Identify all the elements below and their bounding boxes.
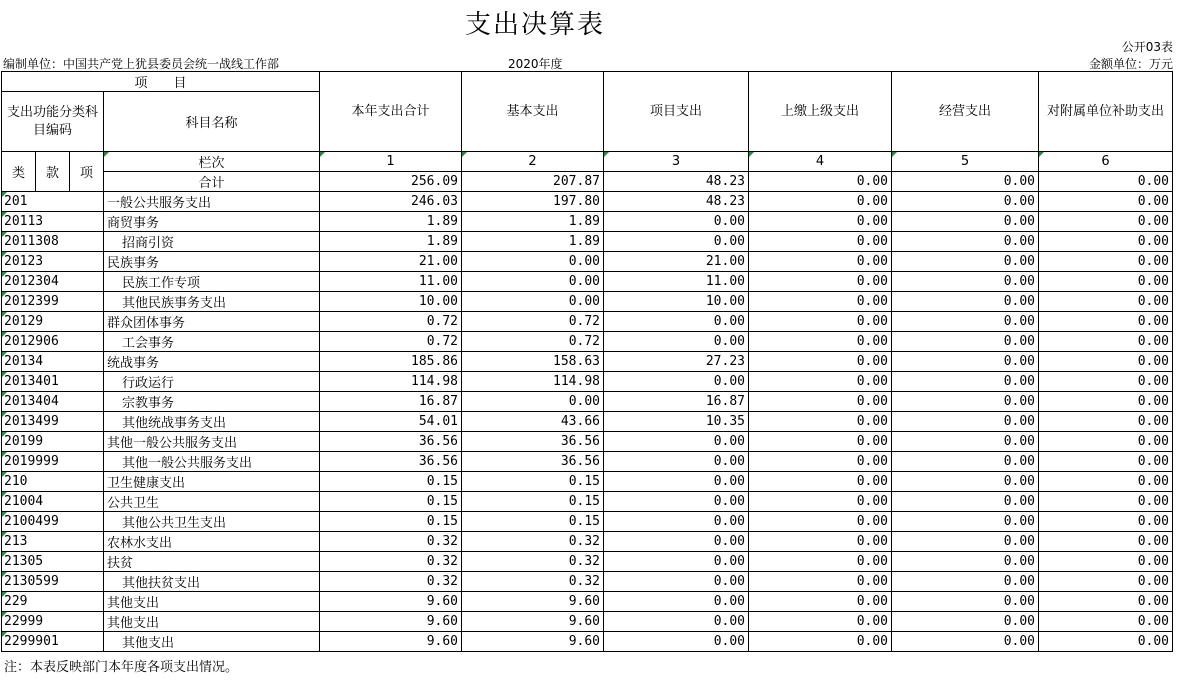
row-value: 0.00 xyxy=(892,332,1039,352)
table-row xyxy=(2,432,1173,452)
row-code: 2012304 xyxy=(2,272,104,292)
row-value: 9.60 xyxy=(320,632,462,652)
row-value: 0.00 xyxy=(604,572,749,592)
row-value: 0.00 xyxy=(604,612,749,632)
row-value: 0.00 xyxy=(604,432,749,452)
row-value: 36.56 xyxy=(320,452,462,472)
col-number-6: 6 xyxy=(1039,152,1173,172)
row-value: 0.00 xyxy=(462,272,604,292)
total-cell: 48.23 xyxy=(604,172,749,192)
code-header: 支出功能分类科目编码 xyxy=(2,92,104,152)
row-name: 招商引资 xyxy=(104,232,320,252)
table-row xyxy=(2,552,1173,572)
row-value: 0.00 xyxy=(1039,492,1173,512)
row-value: 0.00 xyxy=(1039,432,1173,452)
row-value: 0.00 xyxy=(892,572,1039,592)
row-value: 1.89 xyxy=(320,212,462,232)
row-name: 公共卫生 xyxy=(104,492,320,512)
header-row-1 xyxy=(2,72,1173,92)
row-value: 36.56 xyxy=(320,432,462,452)
row-value: 0.00 xyxy=(1039,292,1173,312)
row-value: 48.23 xyxy=(604,192,749,212)
row-value: 16.87 xyxy=(604,392,749,412)
table-row xyxy=(2,352,1173,372)
row-value: 0.32 xyxy=(320,552,462,572)
row-value: 0.00 xyxy=(892,532,1039,552)
row-value: 0.00 xyxy=(749,572,892,592)
row-value: 9.60 xyxy=(320,612,462,632)
total-row xyxy=(2,172,1173,192)
row-name: 工会事务 xyxy=(104,332,320,352)
table-row xyxy=(2,232,1173,252)
row-value: 0.15 xyxy=(320,492,462,512)
item-header: 项 目 xyxy=(2,72,320,92)
row-value: 10.00 xyxy=(604,292,749,312)
report-title: 支出决算表 xyxy=(464,10,605,40)
row-value: 0.72 xyxy=(320,332,462,352)
row-value: 0.72 xyxy=(462,312,604,332)
table-row xyxy=(2,512,1173,532)
row-name: 一般公共服务支出 xyxy=(104,192,320,212)
table-row xyxy=(2,212,1173,232)
row-value: 0.00 xyxy=(892,552,1039,572)
col-number-5: 5 xyxy=(892,152,1039,172)
row-value: 0.00 xyxy=(1039,512,1173,532)
row-value: 0.00 xyxy=(749,232,892,252)
row-name: 其他扶贫支出 xyxy=(104,572,320,592)
row-value: 0.00 xyxy=(604,332,749,352)
total-cell: 0.00 xyxy=(749,172,892,192)
row-value: 0.00 xyxy=(892,632,1039,652)
row-code: 2013499 xyxy=(2,412,104,432)
fiscal-year: 2020年度 xyxy=(508,57,563,71)
row-value: 0.00 xyxy=(604,532,749,552)
row-code: 2013404 xyxy=(2,392,104,412)
row-value: 0.00 xyxy=(1039,352,1173,372)
row-value: 0.00 xyxy=(604,312,749,332)
kuan-header: 款 xyxy=(36,152,70,192)
row-code: 20129 xyxy=(2,312,104,332)
row-name: 宗教事务 xyxy=(104,392,320,412)
xiang-header: 项 xyxy=(70,152,104,192)
row-value: 0.32 xyxy=(320,532,462,552)
row-value: 0.00 xyxy=(1039,412,1173,432)
row-code: 2100499 xyxy=(2,512,104,532)
row-value: 0.00 xyxy=(892,252,1039,272)
row-value: 0.00 xyxy=(1039,452,1173,472)
row-value: 0.32 xyxy=(462,532,604,552)
row-value: 0.00 xyxy=(749,332,892,352)
row-value: 0.00 xyxy=(749,372,892,392)
row-code: 20199 xyxy=(2,432,104,452)
row-value: 0.00 xyxy=(749,212,892,232)
row-value: 0.00 xyxy=(604,452,749,472)
row-value: 0.15 xyxy=(320,472,462,492)
row-value: 0.00 xyxy=(604,632,749,652)
row-value: 0.00 xyxy=(892,392,1039,412)
row-name: 卫生健康支出 xyxy=(104,472,320,492)
row-value: 54.01 xyxy=(320,412,462,432)
row-value: 0.15 xyxy=(462,472,604,492)
row-value: 0.00 xyxy=(892,412,1039,432)
col-number-2: 2 xyxy=(462,152,604,172)
row-name: 农林水支出 xyxy=(104,532,320,552)
row-name: 商贸事务 xyxy=(104,212,320,232)
row-value: 0.00 xyxy=(892,512,1039,532)
row-value: 0.00 xyxy=(604,472,749,492)
row-code: 22999 xyxy=(2,612,104,632)
row-name: 其他支出 xyxy=(104,592,320,612)
row-name: 其他支出 xyxy=(104,632,320,652)
col-header-6: 对附属单位补助支出 xyxy=(1039,72,1173,152)
row-code: 20113 xyxy=(2,212,104,232)
row-value: 0.00 xyxy=(604,592,749,612)
table-row xyxy=(2,632,1173,652)
row-value: 0.00 xyxy=(892,592,1039,612)
row-code: 210 xyxy=(2,472,104,492)
row-value: 0.00 xyxy=(749,292,892,312)
total-cell: 0.00 xyxy=(1039,172,1173,192)
row-code: 2012906 xyxy=(2,332,104,352)
table-row xyxy=(2,572,1173,592)
row-value: 0.00 xyxy=(604,512,749,532)
row-value: 0.00 xyxy=(892,372,1039,392)
row-value: 0.00 xyxy=(892,472,1039,492)
row-value: 9.60 xyxy=(462,612,604,632)
total-label: 合计 xyxy=(104,172,320,192)
table-note: 注：本表反映部门本年度各项支出情况。 xyxy=(4,660,239,675)
row-value: 0.00 xyxy=(749,312,892,332)
row-value: 246.03 xyxy=(320,192,462,212)
row-value: 0.00 xyxy=(1039,472,1173,492)
table-row xyxy=(2,312,1173,332)
row-value: 0.32 xyxy=(462,572,604,592)
row-value: 114.98 xyxy=(462,372,604,392)
row-name: 群众团体事务 xyxy=(104,312,320,332)
row-name: 扶贫 xyxy=(104,552,320,572)
row-value: 0.00 xyxy=(604,232,749,252)
table-row xyxy=(2,292,1173,312)
col-header-5: 经营支出 xyxy=(892,72,1039,152)
row-name: 其他支出 xyxy=(104,612,320,632)
row-value: 9.60 xyxy=(320,592,462,612)
row-value: 1.89 xyxy=(462,232,604,252)
row-value: 0.00 xyxy=(749,412,892,432)
row-value: 158.63 xyxy=(462,352,604,372)
row-value: 1.89 xyxy=(320,232,462,252)
row-value: 9.60 xyxy=(462,592,604,612)
row-code: 21305 xyxy=(2,552,104,572)
row-value: 10.00 xyxy=(320,292,462,312)
row-value: 0.00 xyxy=(1039,252,1173,272)
row-value: 0.00 xyxy=(604,552,749,572)
total-cell: 0.00 xyxy=(892,172,1039,192)
row-value: 0.00 xyxy=(749,612,892,632)
expenditure-table xyxy=(1,71,1173,652)
table-row xyxy=(2,472,1173,492)
row-value: 0.00 xyxy=(892,212,1039,232)
row-code: 201 xyxy=(2,192,104,212)
row-value: 27.23 xyxy=(604,352,749,372)
row-name: 民族工作专项 xyxy=(104,272,320,292)
row-value: 0.00 xyxy=(892,492,1039,512)
row-value: 0.00 xyxy=(1039,532,1173,552)
row-value: 0.00 xyxy=(892,192,1039,212)
name-header: 科目名称 xyxy=(104,92,320,152)
row-code: 21004 xyxy=(2,492,104,512)
row-value: 0.00 xyxy=(1039,612,1173,632)
row-value: 0.00 xyxy=(462,392,604,412)
row-value: 0.00 xyxy=(1039,272,1173,292)
row-value: 0.00 xyxy=(749,272,892,292)
row-value: 0.00 xyxy=(892,272,1039,292)
table-row xyxy=(2,592,1173,612)
row-code: 213 xyxy=(2,532,104,552)
col-header-1: 本年支出合计 xyxy=(320,72,462,152)
row-value: 0.72 xyxy=(320,312,462,332)
row-value: 0.00 xyxy=(462,292,604,312)
row-value: 0.00 xyxy=(1039,212,1173,232)
col-number-3: 3 xyxy=(604,152,749,172)
row-value: 0.00 xyxy=(604,492,749,512)
form-number: 公开03表 xyxy=(1121,40,1173,54)
row-value: 0.00 xyxy=(1039,332,1173,352)
col-header-2: 基本支出 xyxy=(462,72,604,152)
row-value: 0.32 xyxy=(462,552,604,572)
row-code: 2013401 xyxy=(2,372,104,392)
row-value: 0.00 xyxy=(749,472,892,492)
row-code: 2012399 xyxy=(2,292,104,312)
row-value: 197.80 xyxy=(462,192,604,212)
row-value: 43.66 xyxy=(462,412,604,432)
row-value: 1.89 xyxy=(462,212,604,232)
row-code: 2019999 xyxy=(2,452,104,472)
row-value: 0.00 xyxy=(1039,552,1173,572)
row-value: 0.00 xyxy=(749,552,892,572)
row-value: 0.00 xyxy=(749,392,892,412)
row-value: 0.00 xyxy=(749,432,892,452)
row-value: 0.00 xyxy=(1039,232,1173,252)
table-row xyxy=(2,372,1173,392)
row-name: 行政运行 xyxy=(104,372,320,392)
row-value: 0.00 xyxy=(1039,192,1173,212)
row-name: 其他公共卫生支出 xyxy=(104,512,320,532)
total-cell: 256.09 xyxy=(320,172,462,192)
total-cell: 207.87 xyxy=(462,172,604,192)
table-row xyxy=(2,192,1173,212)
lei-header: 类 xyxy=(2,152,36,192)
row-value: 0.00 xyxy=(749,532,892,552)
row-value: 0.00 xyxy=(892,612,1039,632)
row-value: 0.00 xyxy=(604,212,749,232)
row-code: 20134 xyxy=(2,352,104,372)
row-value: 0.32 xyxy=(320,572,462,592)
row-value: 11.00 xyxy=(604,272,749,292)
row-value: 0.00 xyxy=(749,192,892,212)
row-value: 9.60 xyxy=(462,632,604,652)
row-value: 0.00 xyxy=(462,252,604,272)
row-value: 0.00 xyxy=(604,372,749,392)
row-value: 0.00 xyxy=(1039,632,1173,652)
row-value: 0.00 xyxy=(892,452,1039,472)
row-value: 0.00 xyxy=(749,352,892,372)
row-value: 0.00 xyxy=(749,512,892,532)
table-row xyxy=(2,452,1173,472)
row-value: 0.00 xyxy=(749,492,892,512)
row-value: 0.00 xyxy=(1039,312,1173,332)
col-number-4: 4 xyxy=(749,152,892,172)
table-row xyxy=(2,412,1173,432)
row-value: 0.15 xyxy=(462,512,604,532)
table-row xyxy=(2,532,1173,552)
row-code: 229 xyxy=(2,592,104,612)
table-row xyxy=(2,612,1173,632)
table-row xyxy=(2,392,1173,412)
row-code: 20123 xyxy=(2,252,104,272)
row-code: 2130599 xyxy=(2,572,104,592)
row-value: 114.98 xyxy=(320,372,462,392)
table-row xyxy=(2,332,1173,352)
row-value: 16.87 xyxy=(320,392,462,412)
row-name: 民族事务 xyxy=(104,252,320,272)
row-value: 0.00 xyxy=(892,312,1039,332)
row-value: 0.00 xyxy=(749,632,892,652)
col-number-1: 1 xyxy=(320,152,462,172)
row-value: 0.00 xyxy=(1039,572,1173,592)
row-name: 统战事务 xyxy=(104,352,320,372)
table-row xyxy=(2,252,1173,272)
row-value: 0.72 xyxy=(462,332,604,352)
row-value: 0.00 xyxy=(1039,592,1173,612)
row-value: 0.15 xyxy=(320,512,462,532)
row-value: 0.15 xyxy=(462,492,604,512)
table-row xyxy=(2,272,1173,292)
lanci-label: 栏次 xyxy=(104,152,320,172)
row-value: 10.35 xyxy=(604,412,749,432)
row-code: 2299901 xyxy=(2,632,104,652)
row-value: 0.00 xyxy=(892,352,1039,372)
row-value: 0.00 xyxy=(749,452,892,472)
row-name: 其他统战事务支出 xyxy=(104,412,320,432)
col-header-3: 项目支出 xyxy=(604,72,749,152)
col-header-4: 上缴上级支出 xyxy=(749,72,892,152)
row-name: 其他一般公共服务支出 xyxy=(104,452,320,472)
compiling-unit: 编制单位：中国共产党上犹县委员会统一战线工作部 xyxy=(3,57,280,71)
lanci-row xyxy=(2,152,1173,172)
row-value: 0.00 xyxy=(892,232,1039,252)
row-code: 2011308 xyxy=(2,232,104,252)
row-value: 0.00 xyxy=(892,432,1039,452)
row-value: 0.00 xyxy=(1039,392,1173,412)
money-unit: 金额单位：万元 xyxy=(1088,57,1173,71)
row-value: 0.00 xyxy=(1039,372,1173,392)
row-value: 21.00 xyxy=(320,252,462,272)
row-value: 0.00 xyxy=(749,592,892,612)
row-name: 其他一般公共服务支出 xyxy=(104,432,320,452)
row-value: 36.56 xyxy=(462,432,604,452)
row-name: 其他民族事务支出 xyxy=(104,292,320,312)
row-value: 185.86 xyxy=(320,352,462,372)
row-value: 11.00 xyxy=(320,272,462,292)
row-value: 0.00 xyxy=(892,292,1039,312)
table-row xyxy=(2,492,1173,512)
row-value: 21.00 xyxy=(604,252,749,272)
row-value: 0.00 xyxy=(749,252,892,272)
row-value: 36.56 xyxy=(462,452,604,472)
